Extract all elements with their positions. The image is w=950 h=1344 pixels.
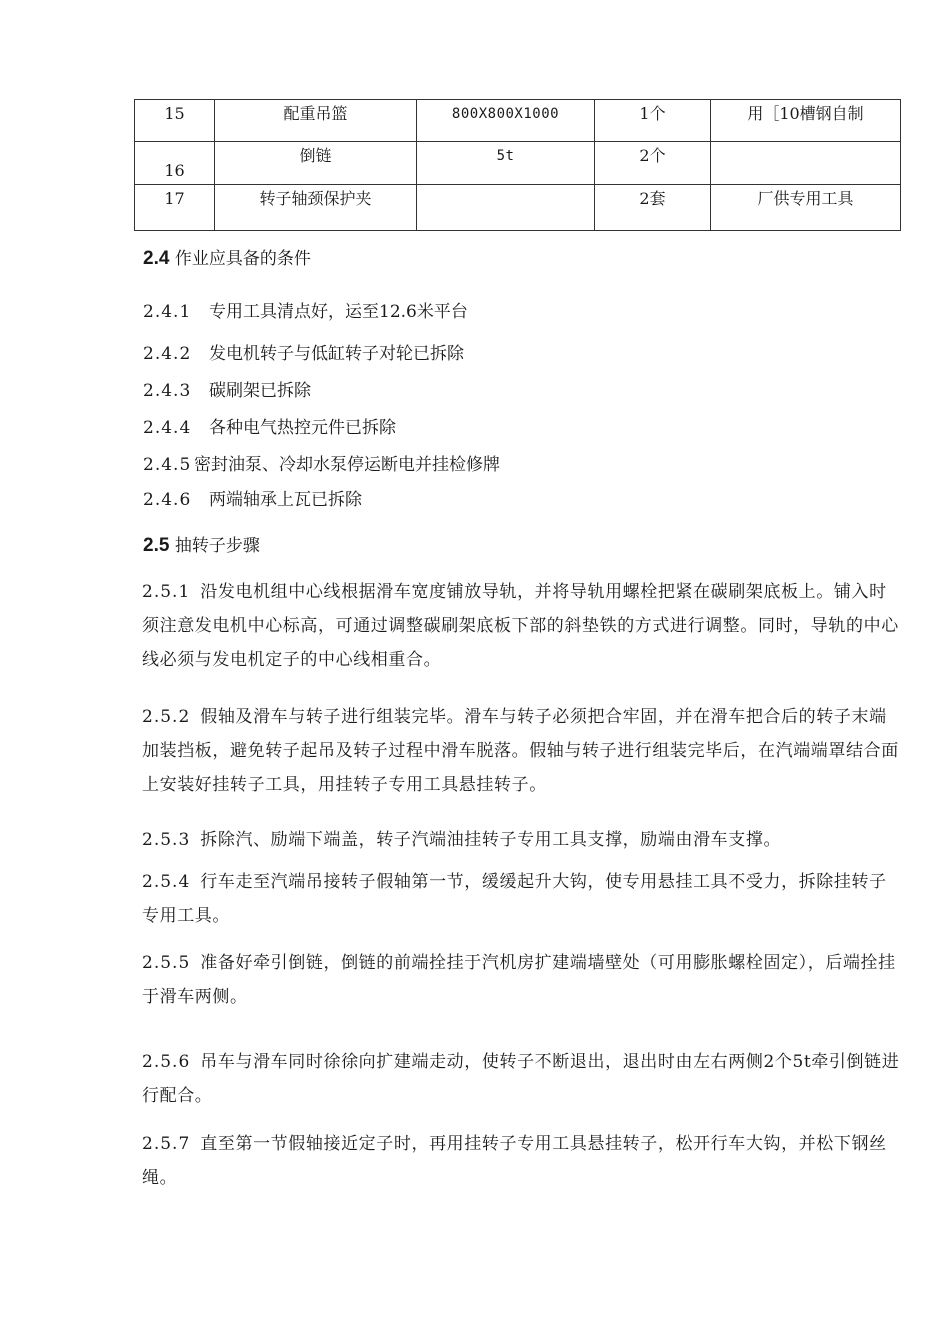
step-paragraph [142,700,902,802]
table-row [135,142,901,185]
step-number: 2.5.5 [142,953,191,973]
step-text: 直至第一节假轴接近定子时，再用挂转子专用工具悬挂转子，松开行车大钩，并松下钢丝绳。 [142,1134,887,1188]
section-title: 抽转子步骤 [174,536,260,556]
item-number: 2.4.3 [143,381,192,401]
step-text: 拆除汽、励端下端盖，转子汽端油挂转子专用工具支撑，励端由滑车支撑。 [200,830,782,850]
table-row [135,100,901,142]
section-title: 作业应具备的条件 [174,249,311,269]
item-number: 2.4.5 [143,455,192,475]
list-item [143,453,500,477]
list-item [143,379,311,403]
item-note: 厂供专用工具 [711,185,901,231]
item-quantity: 2套 [595,185,711,231]
step-number: 2.5.2 [142,707,191,727]
step-text: 吊车与滑车同时徐徐向扩建端走动，使转子不断退出，退出时由左右两侧2个5t牵引倒链进行配合。 [142,1052,900,1106]
section-number: 2.5 [143,535,170,556]
step-number: 2.5.6 [142,1052,191,1072]
row-number: 17 [135,185,215,231]
step-paragraph [142,823,902,857]
item-note: 用［10槽钢自制 [711,100,901,142]
item-quantity: 2个 [595,142,711,185]
item-spec: 5t [417,142,595,185]
step-number: 2.5.3 [142,830,191,850]
item-text: 密封油泵、冷却水泵停运断电并挂检修牌 [194,455,500,475]
step-paragraph [142,575,902,677]
list-item [143,300,468,324]
row-number: 15 [135,100,215,142]
item-name: 倒链 [215,142,417,185]
step-number: 2.5.7 [142,1134,191,1154]
section-heading-2-4 [143,247,311,271]
item-number: 2.4.2 [143,344,192,364]
item-note [711,142,901,185]
list-item [143,416,396,440]
item-number: 2.4.1 [143,302,192,322]
item-number: 2.4.6 [143,490,192,510]
item-text: 专用工具清点好，运至12.6米平台 [209,302,468,322]
step-number: 2.5.4 [142,872,191,892]
item-number: 2.4.4 [143,418,192,438]
equipment-table [134,99,901,231]
item-name: 配重吊篮 [215,100,417,142]
item-spec: 800X800X1000 [417,100,595,142]
step-text: 行车走至汽端吊接转子假轴第一节，缓缓起升大钩，使专用悬挂工具不受力，拆除挂转子专用工具。 [142,872,887,926]
item-quantity: 1个 [595,100,711,142]
list-item [143,488,362,512]
step-paragraph [142,865,902,933]
step-text: 沿发电机组中心线根据滑车宽度铺放导轨，并将导轨用螺栓把紧在碳刷架底板上。铺入时须注意发电机中心标高，可通过调整碳刷架底板下部的斜垫铁的方式进行调整。同时，导轨的中心线必须与发电机定子的中心线相重合。 [142,582,899,670]
item-text: 发电机转子与低缸转子对轮已拆除 [209,344,464,364]
item-text: 两端轴承上瓦已拆除 [209,490,362,510]
row-number: 16 [135,142,215,185]
step-text: 准备好牵引倒链，倒链的前端拴挂于汽机房扩建端墙壁处（可用膨胀螺栓固定），后端拴挂于滑车两侧。 [142,953,896,1007]
item-text: 碳刷架已拆除 [209,381,311,401]
step-number: 2.5.1 [142,582,191,602]
step-paragraph [142,1127,902,1195]
step-paragraph [142,1045,902,1113]
item-text: 各种电气热控元件已拆除 [209,418,396,438]
step-text: 假轴及滑车与转子进行组装完毕。滑车与转子必须把合牢固，并在滑车把合后的转子末端加装挡板，避免转子起吊及转子过程中滑车脱落。假轴与转子进行组装完毕后，在汽端端罩结合面上安装好挂转子工具，用挂转子专用工具悬挂转子。 [142,707,899,795]
list-item [143,342,464,366]
section-heading-2-5 [143,534,260,558]
table-row [135,185,901,231]
step-paragraph [142,946,902,1014]
item-spec [417,185,595,231]
item-name: 转子轴颈保护夹 [215,185,417,231]
section-number: 2.4 [143,248,170,269]
